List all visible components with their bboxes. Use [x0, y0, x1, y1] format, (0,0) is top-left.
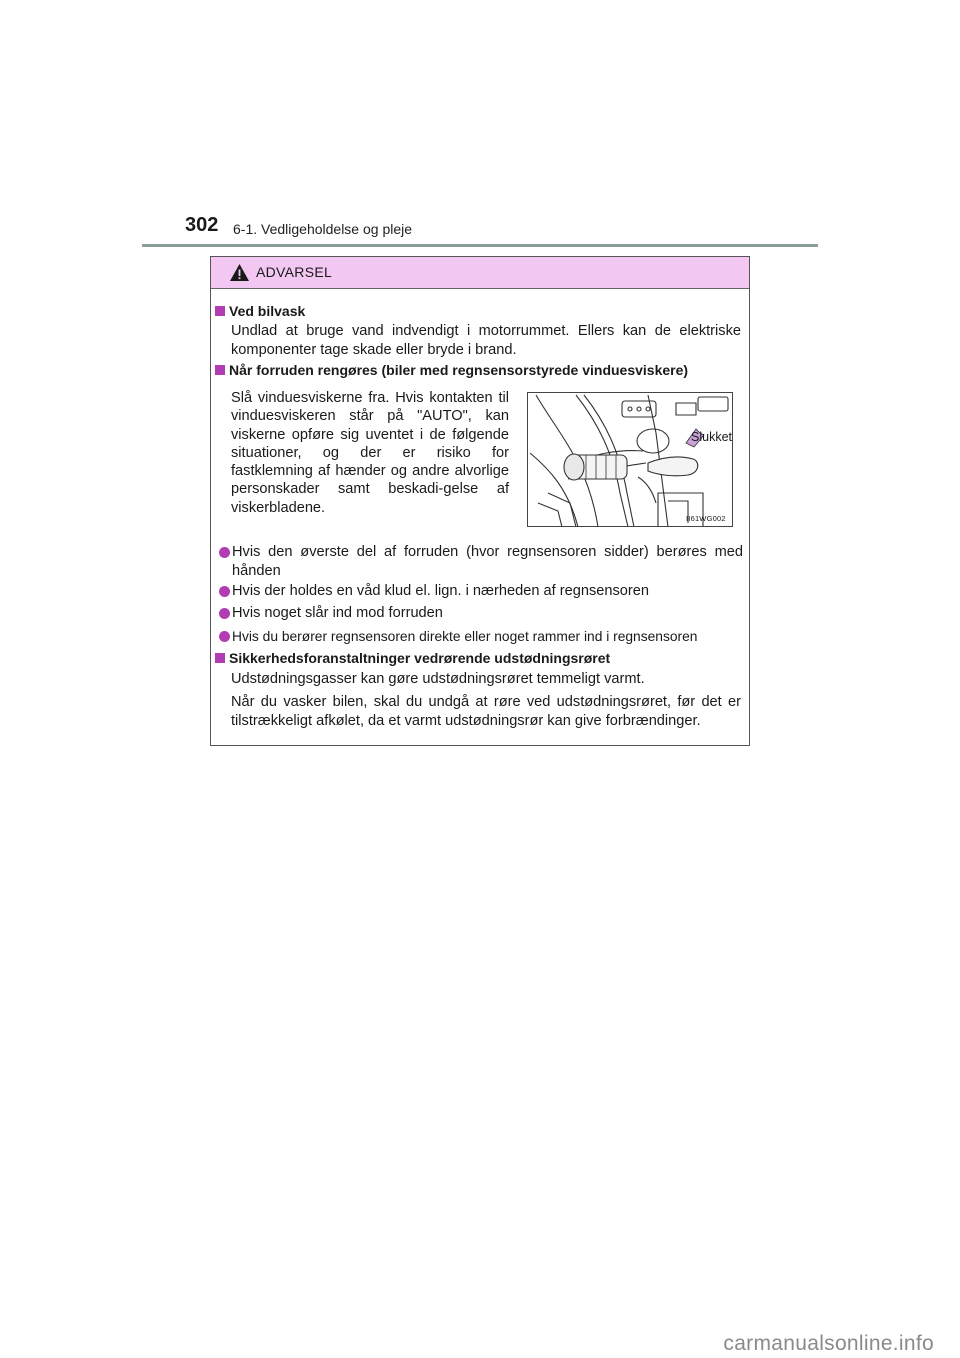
round-bullet-icon [219, 631, 230, 642]
heading-bilvask: Ved bilvask [215, 303, 305, 319]
warning-label: ADVARSEL [256, 264, 333, 280]
round-bullet-icon [219, 586, 230, 597]
page-number: 302 [185, 214, 219, 236]
text-udstoedning-2: Når du vasker bilen, skal du undgå at røre ved udstødningsrøret, før det er tilstrækkeligt afkølet, da et varmt udstødningsrør kan give forbrændinger. [231, 694, 741, 729]
wiper-figure [527, 392, 733, 527]
text-udstoedning-1: Udstødningsgasser kan gøre udstødningsrøret temmeligt varmt. [231, 671, 645, 687]
wiper-switch-illustration [528, 393, 733, 527]
figure-code: II61WG002 [686, 514, 726, 523]
square-bullet-icon [215, 306, 225, 316]
warning-content [211, 257, 749, 745]
round-bullet-icon [219, 608, 230, 619]
square-bullet-icon [215, 653, 225, 663]
heading-forrude: Når forruden rengøres (biler med regnsensorstyrede vinduesviskere) [215, 362, 688, 378]
figure-label-slukket: Slukket [691, 430, 732, 444]
text-bilvask: Undlad at bruge vand indvendigt i motorrummet. Ellers kan de elektriske komponenter tage skade eller bryde i brand. [231, 323, 741, 358]
warning-box [210, 256, 750, 746]
bullet-3: Hvis noget slår ind mod forruden [215, 604, 743, 623]
header-rule [142, 244, 818, 247]
heading-udstoedning: Sikkerhedsforanstaltninger vedrørende udstødningsrøret [215, 650, 610, 666]
bullet-4: Hvis du berører regnsensoren direkte eller noget rammer ind i regnsensoren [215, 627, 743, 646]
bullet-1: Hvis den øverste del af forruden (hvor regnsensoren sidder) berøres med hånden [215, 543, 743, 581]
section-title: 6-1. Vedligeholdelse og pleje [233, 221, 413, 237]
text-forrude: Slå vinduesviskerne fra. Hvis kontakten til vinduesviskeren står på "AUTO", kan viskerne opføre sig uventet i de følgende situationer, og der er risiko for fastklemning af hænder og andre alvorlige personskader samt beskadi-gelse af viskerbladene. [231, 390, 509, 516]
round-bullet-icon [219, 547, 230, 558]
watermark: carmanualsonline.info [723, 1332, 934, 1355]
square-bullet-icon [215, 365, 225, 375]
bullet-2: Hvis der holdes en våd klud el. lign. i nærheden af regnsensoren [215, 582, 743, 601]
